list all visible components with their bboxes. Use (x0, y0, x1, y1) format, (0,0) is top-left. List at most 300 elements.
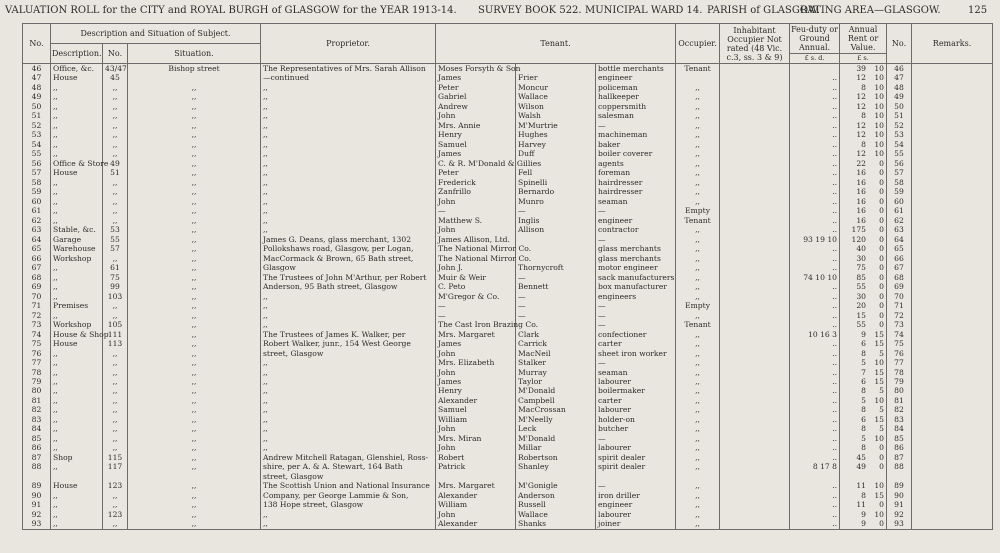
cell-occupation: machineman (596, 130, 676, 139)
cell-feu-duty: 74 10 10 (790, 273, 840, 282)
cell-rent-shillings: 0 (879, 443, 885, 453)
cell-inhabitant (720, 121, 790, 130)
cell-entry-no: 90 (23, 491, 51, 500)
cell-description: Premises (51, 301, 103, 310)
cell-remarks (912, 111, 993, 120)
cell-entry-no-right: 80 (887, 386, 912, 395)
cell-description: ,, (51, 149, 103, 158)
cell-entry-no-right: 73 (887, 320, 912, 329)
cell-rent-shillings: 0 (879, 462, 885, 472)
col-description-group: Description and Situation of Subject. (51, 24, 261, 44)
cell-street-no: ,, (103, 178, 128, 187)
col-occupier: Occupier. (676, 24, 720, 64)
cell-rent-shillings: 15 (874, 329, 885, 339)
cell-rent-value: 20 0 (840, 301, 887, 310)
cell-occupier: ,, (676, 500, 720, 509)
cell-street-no: 111 (103, 330, 128, 339)
cell-rent-value: 16 0 (840, 206, 887, 215)
cell-description: ,, (51, 92, 103, 101)
cell-street-no: 53 (103, 225, 128, 234)
cell-entry-no: 93 (23, 519, 51, 529)
cell-situation: ,, (128, 149, 261, 158)
cell-inhabitant (720, 443, 790, 452)
cell-occupier: ,, (676, 386, 720, 395)
cell-remarks (912, 368, 993, 377)
cell-rent-value: 5 10 (840, 434, 887, 443)
cell-feu-duty: 93 19 10 (790, 235, 840, 244)
cell-entry-no-right: 54 (887, 140, 912, 149)
cell-street-no: ,, (103, 434, 128, 443)
cell-tenant-first: John (436, 111, 516, 120)
cell-remarks (912, 244, 993, 253)
cell-remarks (912, 330, 993, 339)
cell-proprietor: Company, per George Lammie & Son, (261, 491, 436, 500)
cell-entry-no-right: 50 (887, 102, 912, 111)
cell-street-no: 45 (103, 73, 128, 82)
cell-feu-duty: .. (790, 434, 840, 443)
cell-proprietor: ,, (261, 83, 436, 92)
cell-rent-value: 11 10 (840, 481, 887, 490)
col-proprietor: Proprietor. (261, 24, 436, 64)
cell-situation: Bishop street (128, 64, 261, 74)
cell-description: ,, (51, 462, 103, 471)
cell-occupation: — (596, 311, 676, 320)
cell-remarks (912, 263, 993, 272)
cell-entry-no-right: 90 (887, 491, 912, 500)
cell-entry-no-right: 58 (887, 178, 912, 187)
cell-street-no: 75 (103, 273, 128, 282)
cell-inhabitant (720, 64, 790, 74)
cell-remarks (912, 386, 993, 395)
cell-inhabitant (720, 301, 790, 310)
table-row (23, 443, 993, 452)
cell-street-no: 113 (103, 339, 128, 348)
municipal-ward: MUNICIPAL WARD 14. (585, 5, 703, 16)
cell-rent-shillings: 0 (879, 272, 885, 282)
cell-feu-duty: .. (790, 424, 840, 433)
cell-description: ,, (51, 368, 103, 377)
cell-entry-no: 78 (23, 368, 51, 377)
cell-description: ,, (51, 519, 103, 529)
cell-proprietor: ,, (261, 168, 436, 177)
cell-rent-value: 39 10 (840, 64, 887, 74)
cell-rent-value: 5 10 (840, 358, 887, 367)
cell-rent-value: 12 10 (840, 73, 887, 82)
cell-remarks (912, 415, 993, 424)
cell-remarks (912, 481, 993, 490)
cell-rent-value: 8 5 (840, 386, 887, 395)
cell-entry-no-right: 51 (887, 111, 912, 120)
cell-inhabitant (720, 500, 790, 509)
cell-street-no: ,, (103, 500, 128, 509)
col-no: No. (23, 24, 51, 64)
cell-occupation (596, 472, 676, 481)
cell-street-no: ,, (103, 149, 128, 158)
cell-occupier: ,, (676, 424, 720, 433)
table-row (23, 130, 993, 139)
cell-occupation: carter (596, 339, 676, 348)
table-row (23, 206, 993, 215)
cell-feu-duty: .. (790, 140, 840, 149)
cell-occupier: ,, (676, 396, 720, 405)
cell-rent-shillings: 15 (874, 339, 885, 349)
cell-occupation: policeman (596, 83, 676, 92)
cell-rent-shillings: 5 (879, 405, 885, 415)
cell-entry-no: 47 (23, 73, 51, 82)
cell-entry-no-right: 68 (887, 273, 912, 282)
cell-rent-value: 16 0 (840, 216, 887, 225)
cell-inhabitant (720, 349, 790, 358)
cell-description: ,, (51, 216, 103, 225)
table-row (23, 168, 993, 177)
cell-description: Office & Store (51, 159, 103, 168)
cell-entry-no-right: 75 (887, 339, 912, 348)
cell-situation: ,, (128, 235, 261, 244)
cell-entry-no-right: 64 (887, 235, 912, 244)
cell-occupier: Empty (676, 206, 720, 215)
cell-occupation: motor engineer (596, 263, 676, 272)
cell-situation: ,, (128, 443, 261, 452)
cell-tenant-first: M'Gregor & Co. (436, 292, 516, 301)
cell-rent-value: 30 0 (840, 254, 887, 263)
cell-street-no: ,, (103, 405, 128, 414)
cell-proprietor: Anderson, 95 Bath street, Glasgow (261, 282, 436, 291)
col-no-right: No. (887, 24, 912, 64)
cell-proprietor: ,, (261, 377, 436, 386)
cell-situation (128, 73, 261, 82)
cell-tenant-first: Samuel (436, 140, 516, 149)
cell-rent-shillings: 10 (874, 64, 885, 73)
cell-proprietor: street, Glasgow (261, 349, 436, 358)
cell-entry-no-right: 48 (887, 83, 912, 92)
cell-entry-no-right: 65 (887, 244, 912, 253)
cell-street-no (103, 472, 128, 481)
cell-occupier (676, 472, 720, 481)
cell-tenant-surname: M'Neelly (516, 415, 596, 424)
cell-inhabitant (720, 358, 790, 367)
cell-inhabitant (720, 434, 790, 443)
table-row (23, 405, 993, 414)
cell-occupier: ,, (676, 197, 720, 206)
cell-proprietor: ,, (261, 443, 436, 452)
cell-tenant-first: James (436, 339, 516, 348)
cell-entry-no: 56 (23, 159, 51, 168)
cell-remarks (912, 519, 993, 529)
cell-tenant-first: Henry (436, 386, 516, 395)
cell-rent-shillings: 0 (879, 519, 885, 529)
cell-situation: ,, (128, 140, 261, 149)
cell-entry-no: 80 (23, 386, 51, 395)
cell-street-no: 117 (103, 462, 128, 471)
cell-tenant-surname: Harvey (516, 140, 596, 149)
cell-rent-shillings: 0 (879, 158, 885, 168)
cell-tenant-first: John (436, 443, 516, 452)
table-row (23, 368, 993, 377)
cell-feu-duty: .. (790, 92, 840, 101)
cell-inhabitant (720, 472, 790, 481)
cell-entry-no-right: 56 (887, 159, 912, 168)
cell-rent-shillings: 0 (879, 263, 885, 273)
cell-street-no: ,, (103, 102, 128, 111)
cell-tenant-surname (516, 235, 596, 244)
cell-rent-shillings: 0 (879, 177, 885, 187)
cell-entry-no-right: 61 (887, 206, 912, 215)
cell-inhabitant (720, 159, 790, 168)
cell-proprietor: ,, (261, 140, 436, 149)
cell-feu-duty: .. (790, 244, 840, 253)
col-feu-lsd: £ s. d. (790, 54, 840, 64)
cell-entry-no-right: 49 (887, 92, 912, 101)
cell-feu-duty: .. (790, 130, 840, 139)
cell-feu-duty: .. (790, 491, 840, 500)
cell-description: ,, (51, 206, 103, 215)
cell-feu-duty: .. (790, 292, 840, 301)
cell-street-no: ,, (103, 368, 128, 377)
cell-tenant-surname: — (516, 292, 596, 301)
cell-street-no: 103 (103, 292, 128, 301)
cell-proprietor: ,, (261, 292, 436, 301)
cell-proprietor: ,, (261, 519, 436, 529)
cell-entry-no-right: 84 (887, 424, 912, 433)
cell-remarks (912, 187, 993, 196)
cell-description: ,, (51, 443, 103, 452)
cell-tenant-surname: Murray (516, 368, 596, 377)
cell-description: Workshop (51, 320, 103, 329)
cell-occupation: seaman (596, 197, 676, 206)
cell-entry-no-right: 78 (887, 368, 912, 377)
cell-entry-no: 60 (23, 197, 51, 206)
cell-rent-value: 8 5 (840, 349, 887, 358)
cell-situation: ,, (128, 377, 261, 386)
cell-situation: ,, (128, 159, 261, 168)
cell-inhabitant (720, 140, 790, 149)
cell-description: ,, (51, 405, 103, 414)
cell-inhabitant (720, 92, 790, 101)
cell-description: ,, (51, 349, 103, 358)
table-row (23, 225, 993, 234)
cell-feu-duty: .. (790, 481, 840, 490)
cell-feu-duty: .. (790, 301, 840, 310)
cell-occupier: ,, (676, 491, 720, 500)
cell-entry-no-right: 66 (887, 254, 912, 263)
cell-street-no: 99 (103, 282, 128, 291)
cell-proprietor: ,, (261, 386, 436, 395)
cell-occupier: ,, (676, 481, 720, 490)
cell-entry-no-right: 72 (887, 311, 912, 320)
page-header (0, 0, 1000, 22)
cell-description: ,, (51, 311, 103, 320)
cell-feu-duty: .. (790, 320, 840, 329)
cell-rent-shillings: 0 (879, 234, 885, 244)
cell-inhabitant (720, 225, 790, 234)
cell-occupier: ,, (676, 254, 720, 263)
cell-tenant-surname: Stalker (516, 358, 596, 367)
cell-inhabitant (720, 396, 790, 405)
cell-tenant-surname: Spinelli (516, 178, 596, 187)
cell-proprietor: ,, (261, 320, 436, 329)
table-row (23, 149, 993, 158)
table-row (23, 111, 993, 120)
cell-inhabitant (720, 235, 790, 244)
cell-occupier: ,, (676, 178, 720, 187)
cell-situation: ,, (128, 311, 261, 320)
cell-street-no: ,, (103, 121, 128, 130)
cell-entry-no: 57 (23, 168, 51, 177)
cell-street-no: 123 (103, 510, 128, 519)
cell-rent-shillings: 10 (874, 509, 885, 519)
cell-description: ,, (51, 111, 103, 120)
cell-description: ,, (51, 263, 103, 272)
cell-tenant-surname: Shanks (516, 519, 596, 529)
cell-street-no: ,, (103, 206, 128, 215)
cell-situation: ,, (128, 424, 261, 433)
cell-entry-no-right: 52 (887, 121, 912, 130)
cell-rent-value: 120 0 (840, 235, 887, 244)
cell-tenant-first: Andrew (436, 102, 516, 111)
cell-occupation: engineer (596, 73, 676, 82)
cell-street-no: ,, (103, 197, 128, 206)
cell-feu-duty: 8 17 8 (790, 462, 840, 471)
cell-entry-no-right: 85 (887, 434, 912, 443)
cell-description (51, 472, 103, 481)
cell-occupier: ,, (676, 510, 720, 519)
cell-tenant-surname: — (516, 301, 596, 310)
table-row (23, 330, 993, 339)
col-rent-lsd: £ s. (840, 54, 887, 64)
col-feu-duty: Feu-duty or Ground Annual. (791, 25, 838, 52)
cell-description: ,, (51, 83, 103, 92)
cell-occupier: ,, (676, 149, 720, 158)
table-row (23, 73, 993, 82)
cell-entry-no: 67 (23, 263, 51, 272)
cell-inhabitant (720, 254, 790, 263)
cell-occupation: hairdresser (596, 187, 676, 196)
cell-proprietor: ,, (261, 197, 436, 206)
cell-occupation: contractor (596, 225, 676, 234)
cell-inhabitant (720, 178, 790, 187)
cell-description: ,, (51, 396, 103, 405)
cell-rent-shillings: 0 (879, 500, 885, 510)
col-inhabitant: Inhabitant Occupier Not rated (48 Vic. c.3, ss. 3 & 9) (720, 24, 790, 64)
cell-situation: ,, (128, 206, 261, 215)
cell-feu-duty: .. (790, 339, 840, 348)
cell-description: ,, (51, 187, 103, 196)
cell-situation: ,, (128, 349, 261, 358)
cell-entry-no: 51 (23, 111, 51, 120)
cell-feu-duty: .. (790, 358, 840, 367)
cell-rent-shillings: 5 (879, 424, 885, 434)
cell-inhabitant (720, 481, 790, 490)
cell-street-no: ,, (103, 386, 128, 395)
parish: PARISH of GLASGOW. (707, 5, 820, 16)
cell-feu-duty: .. (790, 168, 840, 177)
cell-occupation: seaman (596, 368, 676, 377)
cell-proprietor: ,, (261, 187, 436, 196)
table-row (23, 187, 993, 196)
cell-rent-shillings: 0 (879, 215, 885, 225)
cell-inhabitant (720, 510, 790, 519)
cell-remarks (912, 443, 993, 452)
valuation-roll-table (22, 23, 993, 530)
cell-entry-no (23, 472, 51, 481)
table-row (23, 453, 993, 462)
cell-street-no: ,, (103, 301, 128, 310)
cell-feu-duty: .. (790, 377, 840, 386)
cell-rent-value: 6 15 (840, 415, 887, 424)
cell-street-no: ,, (103, 187, 128, 196)
cell-feu-duty: .. (790, 121, 840, 130)
cell-occupation: bottle merchants (596, 64, 676, 74)
cell-inhabitant (720, 405, 790, 414)
cell-tenant-first: John (436, 368, 516, 377)
cell-rent-shillings: 0 (879, 225, 885, 235)
cell-inhabitant (720, 83, 790, 92)
cell-inhabitant (720, 377, 790, 386)
cell-street-no: 51 (103, 168, 128, 177)
cell-tenant-first: — (436, 301, 516, 310)
cell-rent-shillings: 0 (879, 291, 885, 301)
cell-rent-value: 9 10 (840, 510, 887, 519)
cell-proprietor: ,, (261, 130, 436, 139)
cell-remarks (912, 102, 993, 111)
cell-situation: ,, (128, 216, 261, 225)
cell-rent-shillings: 0 (879, 282, 885, 292)
cell-occupation: — (596, 358, 676, 367)
cell-proprietor: ,, (261, 225, 436, 234)
table-row (23, 462, 993, 471)
cell-rent-value: 12 10 (840, 121, 887, 130)
cell-occupation: agents (596, 159, 676, 168)
cell-inhabitant (720, 149, 790, 158)
cell-entry-no: 46 (23, 64, 51, 74)
cell-proprietor: street, Glasgow (261, 472, 436, 481)
cell-entry-no: 73 (23, 320, 51, 329)
cell-occupier: ,, (676, 292, 720, 301)
cell-situation: ,, (128, 83, 261, 92)
cell-remarks (912, 225, 993, 234)
cell-entry-no-right: 55 (887, 149, 912, 158)
cell-entry-no-right: 63 (887, 225, 912, 234)
cell-description: ,, (51, 102, 103, 111)
cell-entry-no: 48 (23, 83, 51, 92)
cell-rent-shillings: 5 (879, 348, 885, 358)
cell-occupation: salesman (596, 111, 676, 120)
cell-situation: ,, (128, 491, 261, 500)
cell-entry-no: 72 (23, 311, 51, 320)
table-row (23, 434, 993, 443)
cell-entry-no: 63 (23, 225, 51, 234)
cell-feu-duty: .. (790, 349, 840, 358)
cell-occupier: ,, (676, 377, 720, 386)
cell-street-no: ,, (103, 415, 128, 424)
cell-tenant-first: Matthew S. (436, 216, 516, 225)
cell-inhabitant (720, 453, 790, 462)
cell-rent-shillings: 15 (874, 376, 885, 386)
cell-inhabitant (720, 187, 790, 196)
table-row (23, 472, 993, 481)
table-row (23, 519, 993, 529)
cell-tenant-first: Mrs. Elizabeth (436, 358, 516, 367)
cell-inhabitant (720, 320, 790, 329)
cell-entry-no: 70 (23, 292, 51, 301)
cell-description: ,, (51, 121, 103, 130)
cell-description: ,, (51, 282, 103, 291)
cell-description: ,, (51, 386, 103, 395)
cell-occupier: ,, (676, 311, 720, 320)
table-row (23, 178, 993, 187)
cell-description: Office, &c. (51, 64, 103, 74)
cell-remarks (912, 320, 993, 329)
